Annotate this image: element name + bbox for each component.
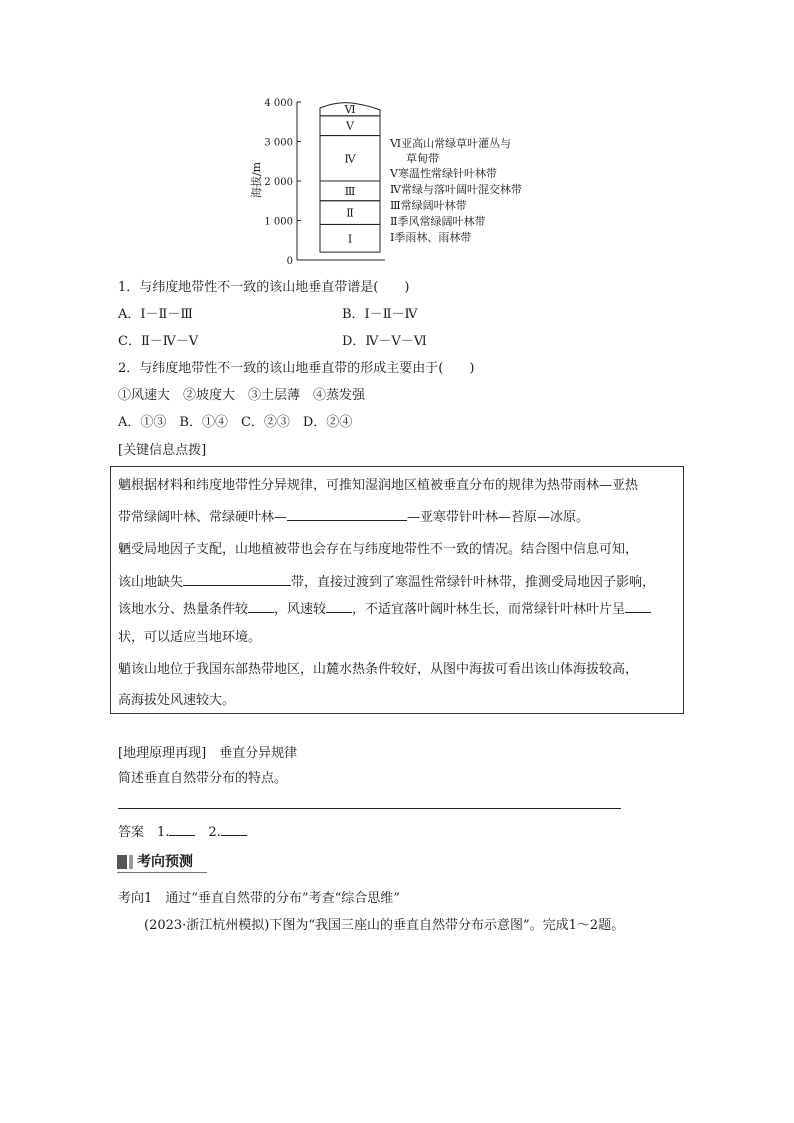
key-info-p2-text-e: ，不适宜落叶阔叶林生长，而常绿针叶林叶片呈 <box>352 602 626 617</box>
key-info-p2-line1: 魉受局地因子支配，山地植被带也会存在与纬度地带性不一致的情况。结合图中信息可知， <box>118 542 639 557</box>
zone-numeral: Ⅳ <box>344 152 356 166</box>
fill-blank-4[interactable] <box>326 600 352 613</box>
answer-mid: 2. <box>195 825 221 840</box>
key-info-p2-line3 <box>118 598 651 617</box>
legend-entry: Ⅵ亚高山常绿草叶灌丛与 <box>390 137 512 150</box>
fill-blank-1[interactable] <box>287 508 407 521</box>
section-subtitle: 考向1 通过“垂直自然带的分布”考查“综合思维” <box>118 891 400 906</box>
q1-stem: 1．与纬度地带性不一致的该山地垂直带谱是( ) <box>118 280 410 295</box>
y-axis-label: 海拔/m <box>250 161 263 199</box>
y-axis-ticks <box>264 98 301 267</box>
q2-options: A．①③ B．①④ C．②③ D．②④ <box>118 415 353 430</box>
fill-blank-2[interactable] <box>183 573 291 586</box>
zone-numeral: Ⅱ <box>346 206 354 220</box>
zone-numeral: Ⅴ <box>346 119 354 133</box>
zone-column <box>320 103 380 252</box>
q2-stem: 2．与纬度地带性不一致的该山地垂直带的形成主要由于( ) <box>118 361 475 376</box>
answer-blank-1[interactable] <box>169 823 195 836</box>
key-info-p2-line2 <box>118 571 655 590</box>
key-info-p1-line1: 魑根据材料和纬度地带性分异规律，可推知湿润地区植被垂直分布的规律为热带雨林—亚热 <box>118 478 639 493</box>
key-info-p2-text-d: ，风速较 <box>274 602 327 617</box>
legend-entry: Ⅲ常绿阔叶林带 <box>390 199 467 212</box>
altitude-chart-svg <box>240 92 560 267</box>
legend-entry: Ⅳ常绿与落叶阔叶混交林带 <box>390 183 522 196</box>
y-tick-label: 0 <box>286 256 293 267</box>
fill-blank-5[interactable] <box>625 600 651 613</box>
section-intro: (2023·浙江杭州模拟)下图为“我国三座山的垂直自然带分布示意图”。完成1～2题。 <box>144 918 625 933</box>
altitude-zone-figure <box>240 92 560 267</box>
q1-option-b: B．Ⅰ－Ⅱ－Ⅳ <box>342 307 418 322</box>
q1-option-d: D．Ⅳ－Ⅴ－Ⅵ <box>342 334 427 349</box>
y-tick-label: 4 000 <box>264 98 293 109</box>
y-tick-label: 1 000 <box>264 216 293 228</box>
zone-legend <box>389 136 522 244</box>
y-tick-label: 2 000 <box>264 177 293 188</box>
legend-entry: Ⅱ季风常绿阔叶林带 <box>390 215 486 228</box>
key-info-p3-line1: 魈该山地位于我国东部热带地区，山麓水热条件较好，从图中海拔可看出该山体海拔较高， <box>118 662 639 677</box>
answer-blank-2[interactable] <box>221 823 247 836</box>
key-info-p1-text-a: 带常绿阔叶林、常绿硬叶林— <box>118 510 288 525</box>
key-info-p2-text-c: 该地水分、热量条件较 <box>118 602 249 617</box>
y-tick-label: 3 000 <box>264 137 293 149</box>
section-underline <box>117 872 207 873</box>
zone-numeral: Ⅵ <box>344 102 356 116</box>
key-info-p2-line4: 状，可以适应当地环境。 <box>118 630 262 645</box>
section-marker-stripe <box>129 855 133 869</box>
q2-factors: ①风速大 ②坡度大 ③土层薄 ④蒸发强 <box>118 388 366 403</box>
key-info-p1-line2 <box>118 506 589 525</box>
legend-entry: Ⅴ寒温性常绿针叶林带 <box>390 167 497 180</box>
key-info-heading: [关键信息点拨] <box>118 443 207 458</box>
principle-question: 简述垂直自然带分布的特点。 <box>118 771 288 786</box>
q1-option-c: C．Ⅱ－Ⅳ－Ⅴ <box>118 334 199 349</box>
answer-label: 答案 1. <box>118 825 170 840</box>
q1-option-a: A．Ⅰ－Ⅱ－Ⅲ <box>118 307 193 322</box>
key-info-p1-text-b: —亚寒带针叶林—苔原—冰原。 <box>407 510 590 525</box>
zone-numeral: Ⅰ <box>347 232 353 246</box>
principle-heading: [地理原理再现] 垂直分异规律 <box>118 746 298 761</box>
section-marker-icon <box>117 855 127 869</box>
legend-entry: 草甸带 <box>406 152 439 165</box>
fill-blank-3[interactable] <box>248 600 274 613</box>
section-title: 考向预测 <box>137 854 193 870</box>
key-info-p2-text-b: 带，直接过渡到了寒温性常绿针叶林带，推测受局地因子影响， <box>291 575 656 590</box>
legend-entry: Ⅰ季雨林、雨林带 <box>390 231 472 244</box>
answer-line[interactable] <box>118 808 621 809</box>
answer-row <box>118 821 247 840</box>
key-info-p2-text-a: 该山地缺失 <box>118 575 184 590</box>
key-info-p3-line2: 高海拔处风速较大。 <box>118 693 236 708</box>
zone-numeral: Ⅲ <box>344 184 356 198</box>
